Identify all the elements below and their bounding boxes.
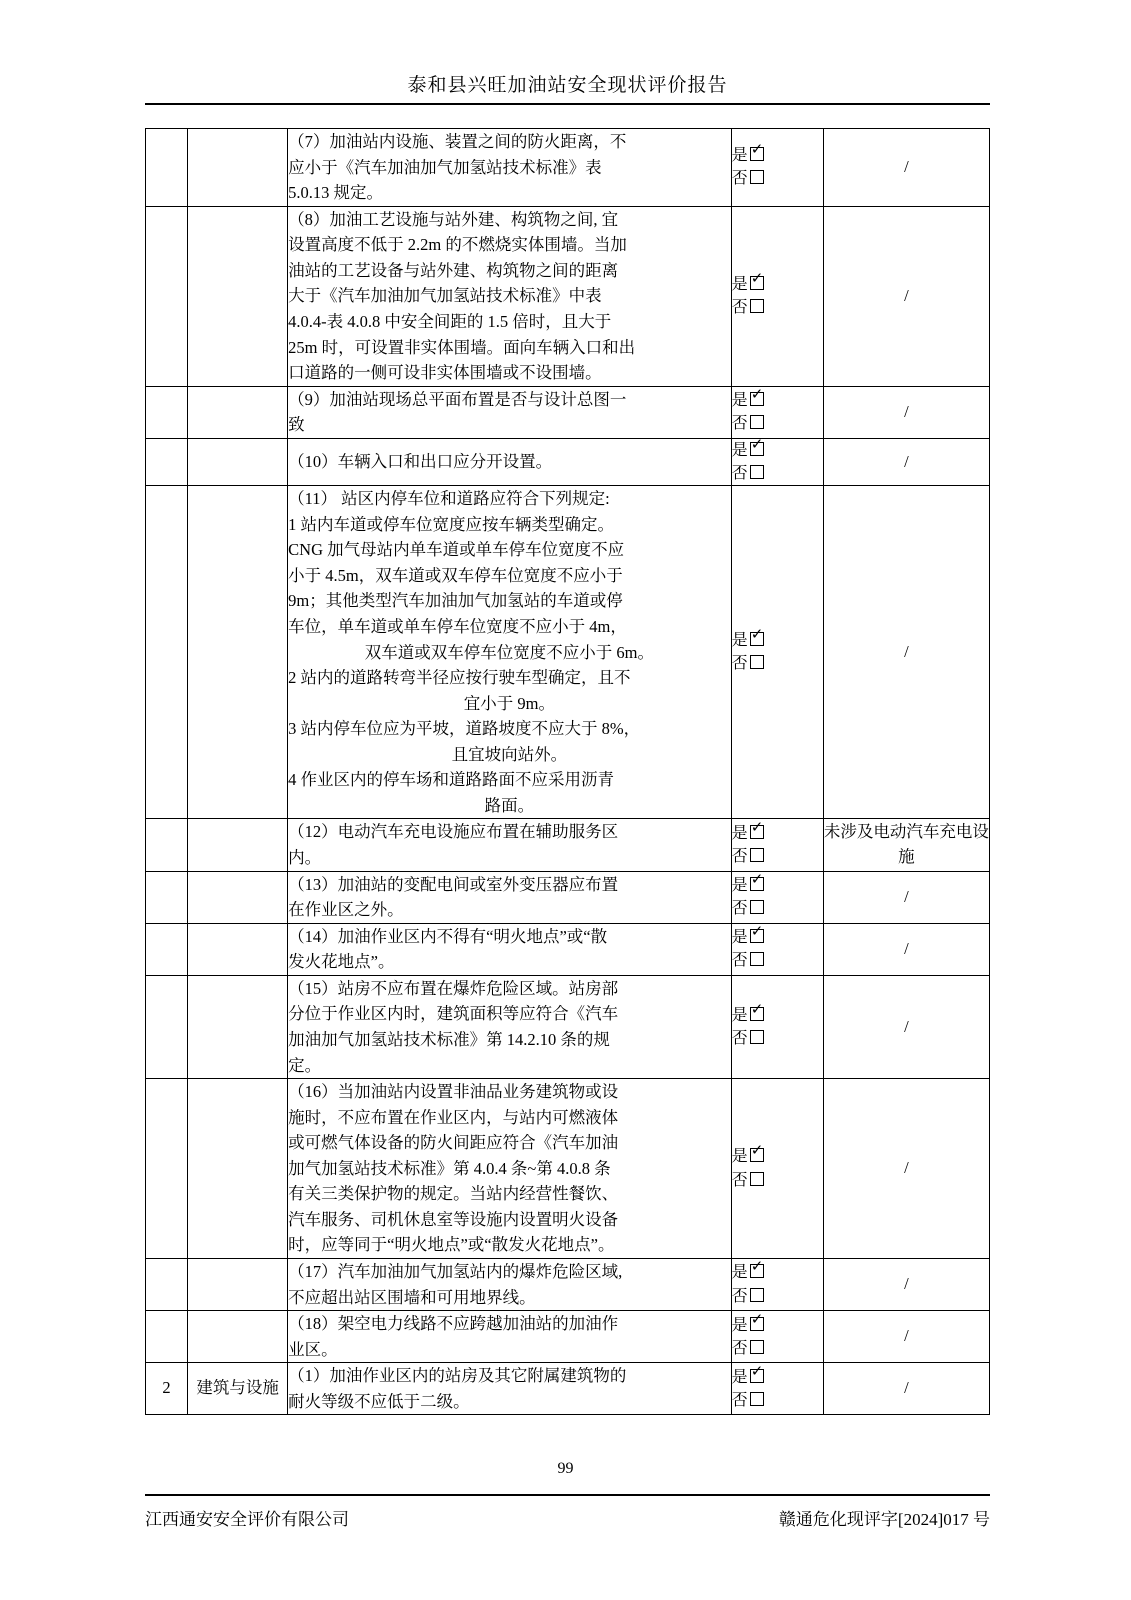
- row-note: /: [823, 923, 989, 975]
- yes-label: 是: [731, 929, 748, 947]
- row-number: [146, 819, 188, 871]
- table-row: [146, 129, 990, 207]
- yes-label: 是: [731, 1148, 748, 1166]
- no-checkbox[interactable]: [750, 299, 764, 313]
- row-item-text: （1）加油作业区内的站房及其它附属建筑物的 耐火等级不应低于二级。: [288, 1363, 732, 1415]
- yes-checkbox[interactable]: [750, 632, 764, 646]
- row-note: /: [823, 871, 989, 923]
- no-label: 否: [731, 848, 748, 865]
- yes-label: 是: [731, 1316, 748, 1334]
- page-header: [145, 70, 990, 97]
- header-divider: [145, 103, 990, 105]
- row-category: [188, 129, 288, 207]
- row-category: [188, 1311, 288, 1363]
- no-checkbox[interactable]: [750, 1340, 764, 1354]
- table-row: [146, 871, 990, 923]
- row-item-text: （15）站房不应布置在爆炸危险区域。站房部 分位于作业区内时，建筑面积等应符合《汽车 加油加气加氢站技术标准》第 14.2.10 条的规 定。: [288, 975, 732, 1078]
- row-number: [146, 1311, 188, 1363]
- row-number: [146, 923, 188, 975]
- row-compliance-checkboxes[interactable]: [731, 1311, 823, 1363]
- row-category: 建筑与设施: [188, 1363, 288, 1415]
- no-checkbox[interactable]: [750, 1030, 764, 1044]
- table-row: [146, 206, 990, 386]
- yes-checkbox[interactable]: [750, 276, 764, 290]
- row-number: [146, 1259, 188, 1311]
- row-number: [146, 386, 188, 438]
- row-category: [188, 871, 288, 923]
- yes-label: 是: [731, 1006, 748, 1024]
- row-number: [146, 486, 188, 819]
- yes-label: 是: [731, 147, 748, 165]
- table-row: [146, 923, 990, 975]
- row-category: [188, 975, 288, 1078]
- yes-checkbox[interactable]: [750, 442, 764, 456]
- row-compliance-checkboxes[interactable]: [731, 1363, 823, 1415]
- row-compliance-checkboxes[interactable]: [731, 438, 823, 485]
- table-row: [146, 1363, 990, 1415]
- row-compliance-checkboxes[interactable]: [731, 386, 823, 438]
- no-checkbox[interactable]: [750, 1392, 764, 1406]
- no-label: 否: [731, 464, 748, 482]
- yes-label: 是: [731, 824, 748, 842]
- no-checkbox[interactable]: [750, 655, 764, 669]
- no-checkbox[interactable]: [750, 900, 764, 914]
- row-item-text: （7）加油站内设施、装置之间的防火距离，不 应小于《汽车加油加气加氢站技术标准》表 5.0.13 规定。: [288, 129, 732, 207]
- yes-label: 是: [731, 632, 748, 650]
- no-checkbox[interactable]: [750, 1172, 764, 1186]
- table-row: [146, 1259, 990, 1311]
- yes-checkbox[interactable]: [750, 929, 764, 943]
- row-category: [188, 1259, 288, 1311]
- yes-label: 是: [731, 876, 748, 894]
- no-checkbox[interactable]: [750, 848, 764, 862]
- table-row: [146, 438, 990, 485]
- yes-label: 是: [731, 441, 748, 459]
- row-item-text: （17）汽车加油加气加氢站内的爆炸危险区域, 不应超出站区围墙和可用地界线。: [288, 1259, 732, 1311]
- yes-checkbox[interactable]: [750, 1369, 764, 1383]
- row-note: /: [823, 1311, 989, 1363]
- footer-divider: [145, 1494, 990, 1496]
- row-item-text: （13）加油站的变配电间或室外变压器应布置 在作业区之外。: [288, 871, 732, 923]
- no-checkbox[interactable]: [750, 415, 764, 429]
- yes-checkbox[interactable]: [750, 1007, 764, 1021]
- table-row: [146, 1079, 990, 1259]
- row-item-text: （14）加油作业区内不得有“明火地点”或“散 发火花地点”。: [288, 923, 732, 975]
- checklist-table: [145, 128, 990, 1415]
- row-number: 2: [146, 1363, 188, 1415]
- row-note: /: [823, 438, 989, 485]
- no-label: 否: [731, 170, 748, 188]
- no-label: 否: [731, 655, 748, 673]
- table-row: [146, 386, 990, 438]
- yes-checkbox[interactable]: [750, 825, 764, 839]
- row-note: /: [823, 1259, 989, 1311]
- row-note: /: [823, 206, 989, 386]
- row-compliance-checkboxes[interactable]: [731, 206, 823, 386]
- no-label: 否: [731, 952, 748, 970]
- row-compliance-checkboxes[interactable]: [731, 871, 823, 923]
- no-label: 否: [731, 1171, 748, 1189]
- row-category: [188, 1079, 288, 1259]
- no-label: 否: [731, 415, 748, 433]
- yes-checkbox[interactable]: [750, 877, 764, 891]
- yes-label: 是: [731, 1368, 748, 1386]
- row-number: [146, 871, 188, 923]
- yes-checkbox[interactable]: [750, 1264, 764, 1278]
- yes-label: 是: [731, 1264, 748, 1282]
- row-item-text: （12）电动汽车充电设施应布置在辅助服务区 内。: [288, 819, 732, 871]
- row-compliance-checkboxes[interactable]: [731, 486, 823, 819]
- row-item-text: （10）车辆入口和出口应分开设置。: [288, 438, 732, 485]
- row-category: [188, 386, 288, 438]
- row-note: /: [823, 975, 989, 1078]
- no-checkbox[interactable]: [750, 952, 764, 966]
- row-number: [146, 975, 188, 1078]
- header-title: 泰和县兴旺加油站安全现状评价报告: [407, 75, 728, 96]
- table-row: [146, 1311, 990, 1363]
- table-row: [146, 819, 990, 871]
- no-label: 否: [731, 1391, 748, 1409]
- row-item-text: （16）当加油站内设置非油品业务建筑物或设 施时，不应布置在作业区内，与站内可燃液体 或可燃气体设备的防火间距应符合《汽车加油 加气加氢站技术标准》第 4.0.4 条~第 4.0.8 条 有关三类保护物的规定。当站内经营性餐饮、 汽车服务、司机休息室等设施内设置明火设备 时，应等同于“明火地点”或“散发火花地点”。: [288, 1079, 732, 1259]
- row-number: [146, 1079, 188, 1259]
- row-note: 未涉及电动汽车充电设施: [823, 819, 989, 871]
- yes-checkbox[interactable]: [750, 1148, 764, 1162]
- no-label: 否: [731, 900, 748, 918]
- row-compliance-checkboxes[interactable]: [731, 1079, 823, 1259]
- row-category: [188, 486, 288, 819]
- row-note: /: [823, 1079, 989, 1259]
- row-number: [146, 206, 188, 386]
- row-compliance-checkboxes[interactable]: [731, 129, 823, 207]
- table-row: [146, 975, 990, 1078]
- row-number: [146, 129, 188, 207]
- yes-checkbox[interactable]: [750, 1317, 764, 1331]
- row-item-text: （8）加油工艺设施与站外建、构筑物之间, 宜 设置高度不低于 2.2m 的不燃烧实体围墙。当加 油站的工艺设备与站外建、构筑物之间的距离 大于《汽车加油加气加氢站技术标准》中表 4.0.4-表 4.0.8 中安全间距的 1.5 倍时，且大于 25m 时，可设置非实体围墙。面向车辆入口和出 口道路的一侧可设非实体围墙或不设围墙。: [288, 206, 732, 386]
- page-number: 99: [557, 1460, 574, 1477]
- no-checkbox[interactable]: [750, 1288, 764, 1302]
- yes-label: 是: [731, 392, 748, 409]
- page-footer: [145, 1505, 990, 1530]
- row-note: /: [823, 386, 989, 438]
- footer-doc-code: 赣通危化现评字[2024]017 号: [778, 1510, 990, 1529]
- row-item-text: （9）加油站现场总平面布置是否与设计总图一 致: [288, 386, 732, 438]
- content-area: [145, 128, 990, 1415]
- row-number: [146, 438, 188, 485]
- row-category: [188, 438, 288, 485]
- row-compliance-checkboxes[interactable]: [731, 1259, 823, 1311]
- row-category: [188, 923, 288, 975]
- yes-label: 是: [731, 275, 748, 293]
- footer-company: 江西通安安全评价有限公司: [145, 1510, 349, 1529]
- row-compliance-checkboxes[interactable]: [731, 975, 823, 1078]
- row-category: [188, 206, 288, 386]
- no-label: 否: [731, 1287, 748, 1305]
- no-label: 否: [731, 1339, 748, 1357]
- no-label: 否: [731, 1029, 748, 1047]
- row-note: /: [823, 486, 989, 819]
- row-note: /: [823, 129, 989, 207]
- yes-checkbox[interactable]: [750, 147, 764, 161]
- yes-checkbox[interactable]: [750, 392, 764, 406]
- no-checkbox[interactable]: [750, 465, 764, 479]
- row-note: /: [823, 1363, 989, 1415]
- row-item-text: （18）架空电力线路不应跨越加油站的加油作 业区。: [288, 1311, 732, 1363]
- no-label: 否: [731, 299, 748, 317]
- row-compliance-checkboxes[interactable]: [731, 923, 823, 975]
- row-compliance-checkboxes[interactable]: [731, 819, 823, 871]
- row-category: [188, 819, 288, 871]
- table-row: [146, 486, 990, 819]
- row-item-text: （11） 站区内停车位和道路应符合下列规定: 1 站内车道或停车位宽度应按车辆类型确定。 CNG 加气母站内单车道或单车停车位宽度不应 小于 4.5m，双车道或双车停车位宽度不应小于 9m；其他类型汽车加油加气加氢站的车道或停 车位，单车道或单车停车位宽度不应小于 4m， 双车道或双车停车位宽度不应小于 6m。 2 站内的道路转弯半径应按行驶车型确定，且不 宜小于 9m。 3 站内停车位应为平坡，道路坡度不应大于 8%， 且宜坡向站外。 4 作业区内的停车场和道路路面不应采用沥青 路面。: [288, 486, 732, 819]
- no-checkbox[interactable]: [750, 170, 764, 184]
